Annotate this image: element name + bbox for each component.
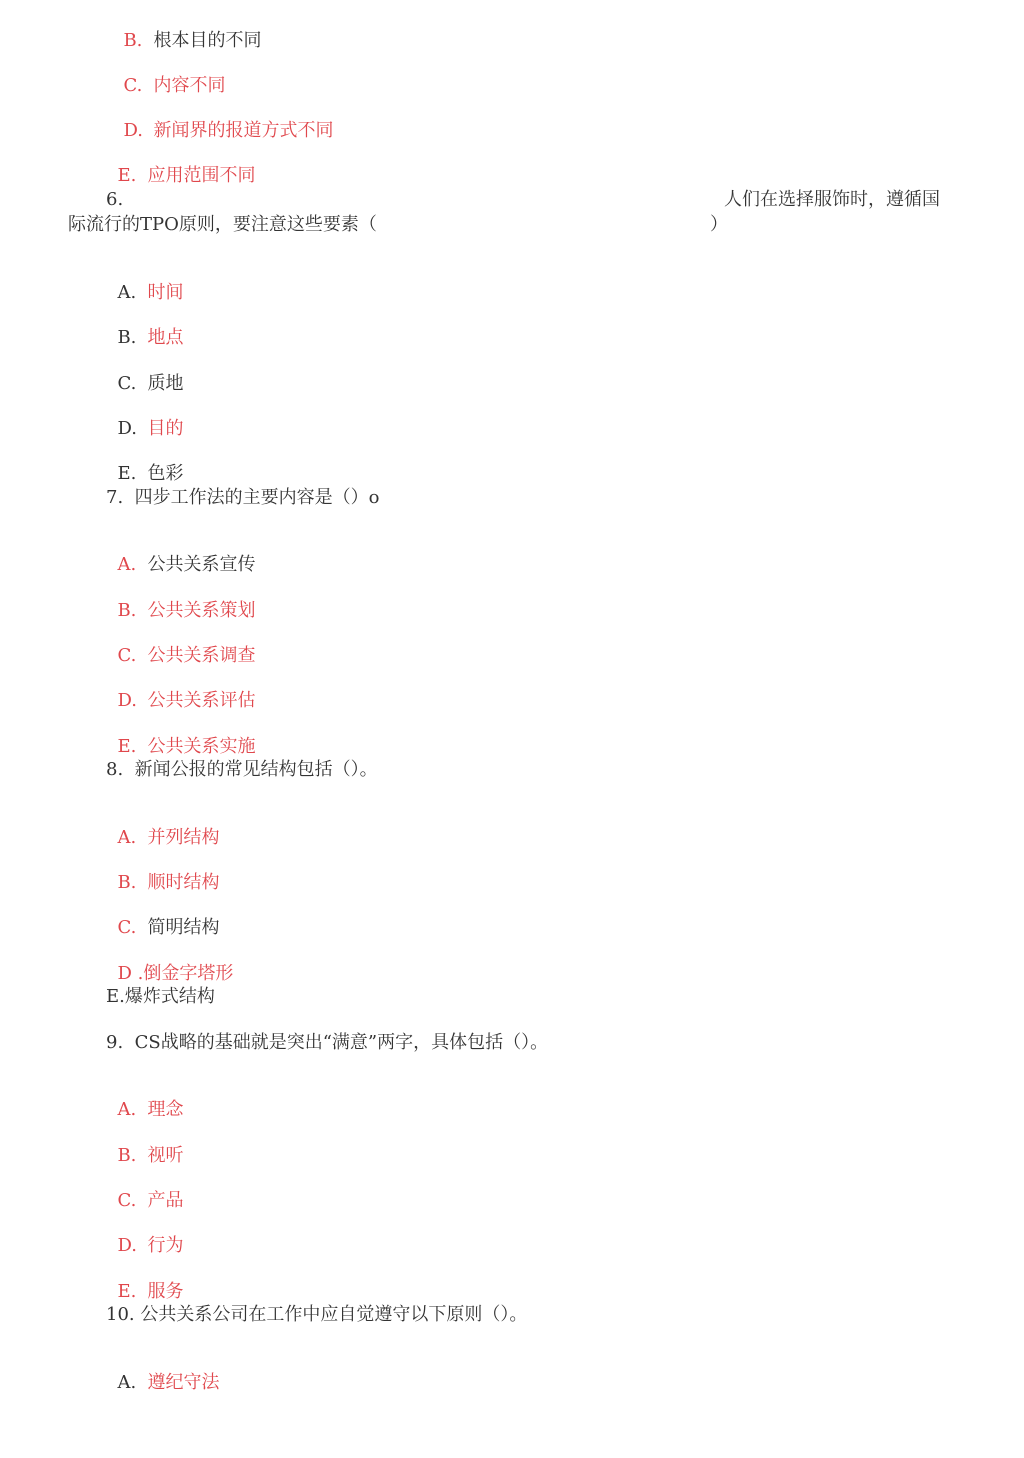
option-text: 公共关系策划 [147, 600, 256, 621]
option-q6-a [106, 260, 183, 304]
option-q9-a [106, 1077, 183, 1121]
option-text: 公共关系评估 [147, 690, 256, 711]
option-q9-c [106, 1168, 183, 1212]
option-text: 遵纪守法 [147, 1372, 220, 1393]
option-letter: D. [117, 418, 137, 439]
option-text: 质地 [147, 373, 184, 394]
option-q7-b [106, 578, 255, 622]
option-q8-c [106, 895, 219, 939]
option-q6-e [106, 441, 183, 485]
question-10: 10. 公共关系公司在工作中应自觉遵守以下原则（）。 [106, 1304, 528, 1325]
option-text: 内容不同 [153, 75, 226, 96]
option-letter: E. [117, 736, 137, 757]
option-q8-d [106, 941, 233, 985]
option-letter: A. [117, 282, 137, 303]
option-q5-b [112, 8, 261, 52]
option-q6-d [106, 396, 183, 440]
option-letter: B. [123, 30, 143, 51]
option-letter: E. [117, 1281, 137, 1302]
question-6-text-line2: 际流行的TPO原则，要注意这些要素（ [68, 214, 377, 235]
option-text: 公共关系宣传 [147, 554, 256, 575]
option-letter: D. [117, 690, 137, 711]
option-letter: B. [117, 872, 137, 893]
option-letter: B. [117, 327, 137, 348]
option-text: 色彩 [147, 463, 184, 484]
question-6-text-right: 人们在选择服饰时，遵循国 [724, 189, 940, 210]
option-letter: D. [117, 1235, 137, 1256]
option-letter: C. [123, 75, 143, 96]
question-6-number: 6. [106, 189, 124, 210]
option-text: 公共关系调查 [147, 645, 256, 666]
option-text: 产品 [147, 1190, 184, 1211]
option-letter: A. [117, 1099, 137, 1120]
option-text: 目的 [147, 418, 184, 439]
option-text: 理念 [147, 1099, 184, 1120]
option-q5-c [112, 53, 225, 97]
option-q7-e [106, 714, 255, 758]
option-letter: D . [117, 963, 144, 984]
option-text: 并列结构 [147, 827, 220, 848]
option-letter: D. [123, 120, 143, 141]
option-q6-c [106, 351, 183, 395]
question-7: 7. 四步工作法的主要内容是（）o [106, 487, 380, 508]
option-text: 顺时结构 [147, 872, 220, 893]
option-letter: C. [117, 373, 137, 394]
option-text: 应用范围不同 [147, 165, 256, 186]
question-6-close-paren: ） [710, 214, 728, 235]
option-letter: E. [117, 463, 137, 484]
option-text: 行为 [147, 1235, 184, 1256]
option-q7-c [106, 623, 255, 667]
option-q5-d [112, 98, 333, 142]
question-9: 9. CS战略的基础就是突出“满意”两字，具体包括（）。 [106, 1032, 549, 1053]
option-text: 服务 [147, 1281, 184, 1302]
option-q6-b [106, 305, 183, 349]
option-letter: A. [117, 1372, 137, 1393]
option-text: 时间 [147, 282, 184, 303]
option-letter: A. [117, 827, 137, 848]
option-q10-a [106, 1350, 219, 1394]
option-q8-e: E.爆炸式结构 [106, 986, 215, 1007]
option-letter: C. [117, 917, 137, 938]
option-letter: C. [117, 1190, 137, 1211]
option-q9-b [106, 1123, 183, 1167]
option-text: 简明结构 [147, 917, 220, 938]
option-letter: B. [117, 600, 137, 621]
option-q9-e [106, 1259, 183, 1303]
option-q5-e [106, 143, 255, 187]
option-text: 视听 [147, 1145, 184, 1166]
option-letter: E. [117, 165, 137, 186]
option-q7-d [106, 668, 255, 712]
option-text: 地点 [147, 327, 184, 348]
option-text: 公共关系实施 [147, 736, 256, 757]
option-letter: C. [117, 645, 137, 666]
option-q7-a [106, 532, 255, 576]
option-letter: B. [117, 1145, 137, 1166]
option-text: 根本目的不同 [153, 30, 262, 51]
option-text: 倒金字塔形 [143, 963, 234, 984]
question-8: 8. 新闻公报的常见结构包括（）。 [106, 759, 378, 780]
option-q8-a [106, 805, 219, 849]
option-q9-d [106, 1213, 183, 1257]
option-q8-b [106, 850, 219, 894]
option-text: 新闻界的报道方式不同 [153, 120, 334, 141]
option-letter: A. [117, 554, 137, 575]
